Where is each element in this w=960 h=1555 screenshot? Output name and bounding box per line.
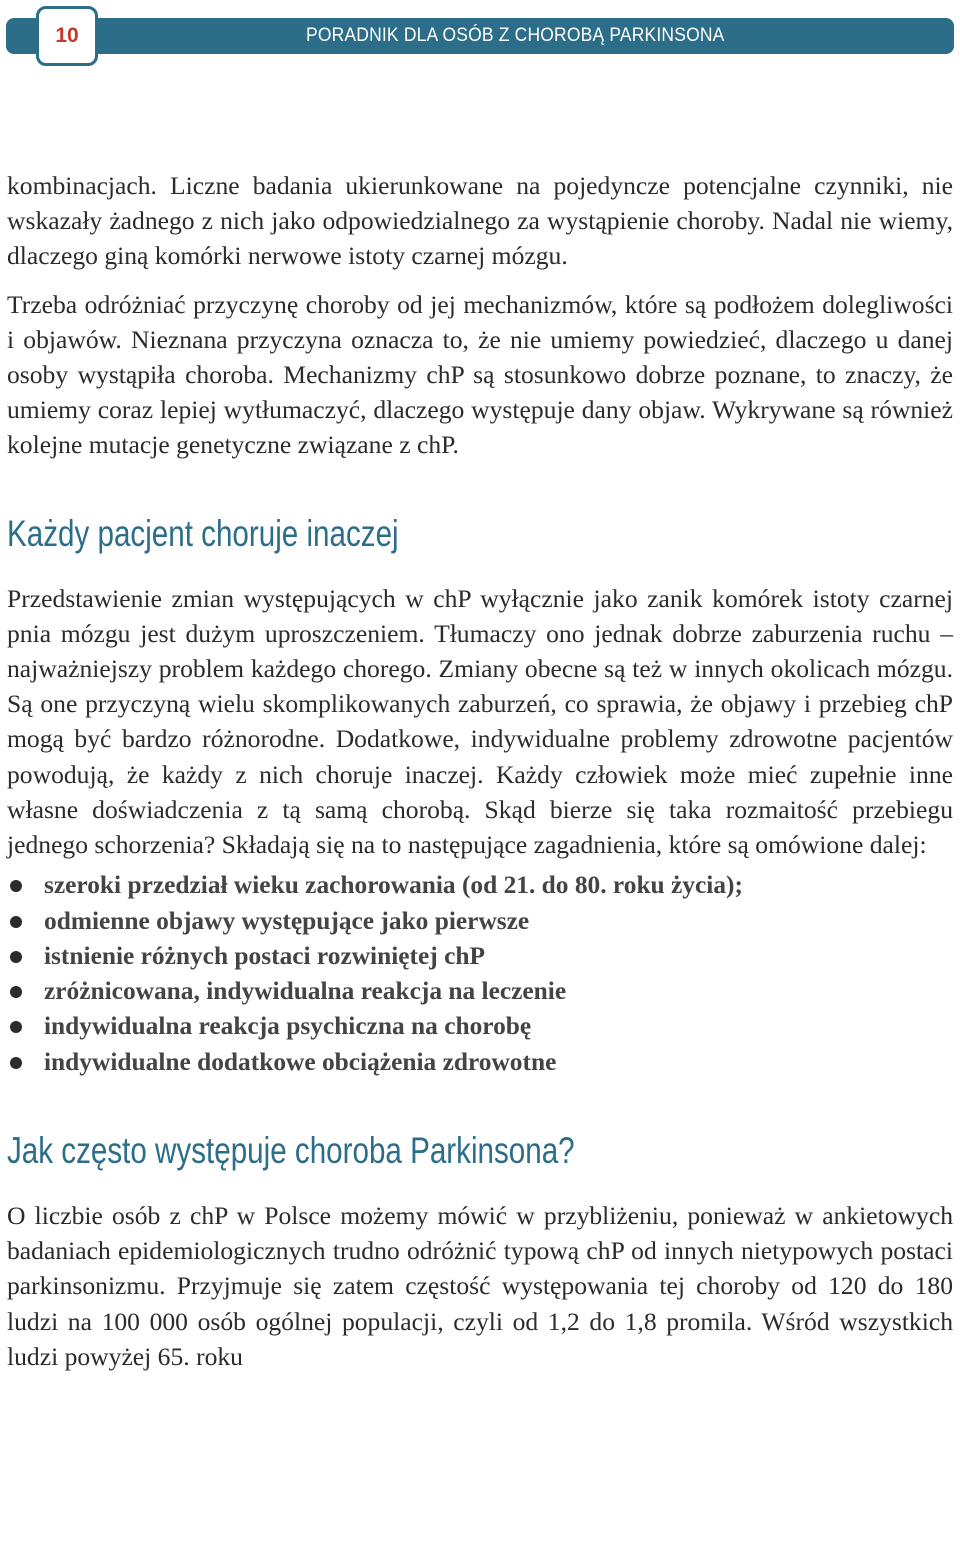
running-title: PORADNIK DLA OSÓB Z CHOROBĄ PARKINSONA [306, 25, 725, 46]
bullet-dot [10, 916, 22, 928]
list-item-text: indywidualne dodatkowe obciążenia zdrowotne [44, 1047, 557, 1076]
list-item [7, 868, 953, 903]
bullet-dot [10, 880, 22, 892]
intro-paragraph-2: Trzeba odróżniać przyczynę choroby od jej mechanizmów, które są podłożem dolegliwości i objawów. Nieznana przyczyna oznacza to, że nie umiemy powiedzieć, dlaczego u danej osoby wystąpiła choroba. Mechanizmy chP są stosunkowo dobrze poznane, to znaczy, że umiemy coraz lepiej wytłumaczyć, dlaczego występuje dany objaw. Wykrywane są również kolejne mutacje genetyczne związane z chP. [7, 289, 953, 460]
list-item-text: odmienne objawy występujące jako pierwsze [44, 906, 530, 935]
bullet-dot [10, 1021, 22, 1033]
list-item-text: istnienie różnych postaci rozwiniętej chP [44, 941, 485, 970]
page-content [7, 168, 953, 1374]
bullet-dot [10, 1057, 22, 1069]
list-item-text: zróżnicowana, indywidualna reakcja na leczenie [44, 977, 567, 1006]
list-item-text: indywidualna reakcja psychiczna na chorobę [44, 1012, 532, 1041]
factors-list [7, 868, 953, 1080]
section1-paragraph: Przedstawienie zmian występujących w chP wyłącznie jako zanik komórek istoty czarnej pnia mózgu jest dużym uproszczeniem. Tłumaczy ono jednak dobrze zaburzenia ruchu – najważniejszy problem każdego chorego. Zmiany obecne są też w innych okolicach mózgu. Są one przyczyną wielu skomplikowanych zaburzeń, co sprawia, że objawy i przebieg chP mogą być bardzo różnorodne. Dodatkowe, indywidualne problemy zdrowotne pacjentów powodują, że każdy z nich choruje inaczej. Każdy człowiek może mieć zupełnie inne własne doświadczenia z tą samą chorobą. Skąd bierze się taka rozmaitość przebiegu jednego schorzenia? Składają się na to następujące zagadnienia, które są omówione dalej: [7, 583, 953, 860]
section2-paragraph: O liczbie osób z chP w Polsce możemy mówić w przybliżeniu, ponieważ w ankietowych badaniach epidemiologicznych trudno odróżnić typową chP od innych nietypowych postaci parkinsonizmu. Przyjmuje się zatem częstość występowania tej choroby od 120 do 180 ludzi na 100 000 osób ogólnej populacji, czyli od 1,2 do 1,8 promila. Wśród wszystkich ludzi powyżej 65. roku [7, 1201, 953, 1371]
bullet-dot [10, 951, 22, 963]
section-heading-jak-czesto: Jak często występuje choroba Parkinsona? [7, 1130, 575, 1172]
page-number: 10 [36, 6, 98, 66]
list-item [7, 904, 953, 939]
bullet-dot [10, 986, 22, 998]
intro-paragraph-1: kombinacjach. Liczne badania ukierunkowane na pojedyncze potencjalne czynniki, nie wskazały żadnego z nich jako odpowiedzialnego za wystąpienie choroby. Nadal nie wiemy, dlaczego giną komórki nerwowe istoty czarnej mózgu. [7, 171, 953, 271]
list-item [7, 1009, 953, 1044]
list-item-text: szeroki przedział wieku zachorowania (od 21. do 80. roku życia); [44, 871, 743, 900]
list-item [7, 1045, 953, 1080]
list-item [7, 974, 953, 1009]
section-heading-kazdy-pacjent: Każdy pacjent choruje inaczej [7, 512, 399, 554]
list-item [7, 939, 953, 974]
